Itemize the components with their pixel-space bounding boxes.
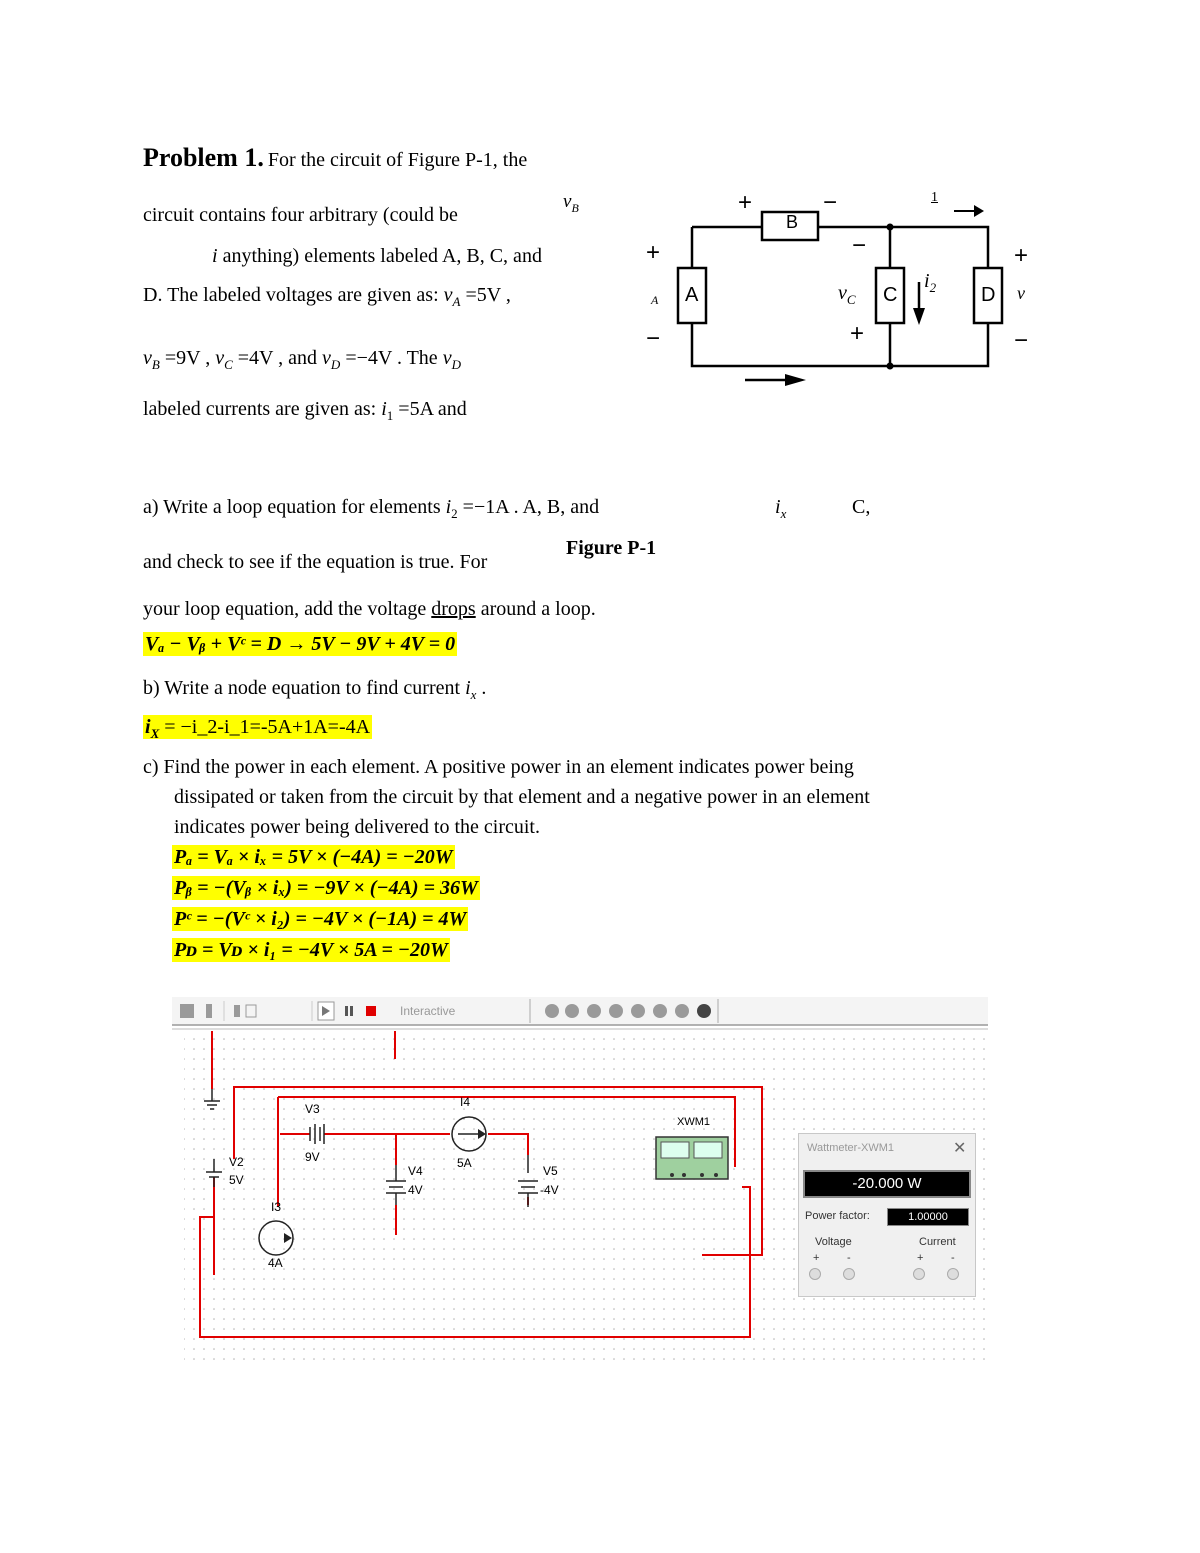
label-v4-value: 4V: [408, 1183, 423, 1197]
label-i4: I4: [460, 1095, 471, 1109]
sub-c: C: [224, 357, 233, 372]
answer-a-equation: Vₐ − Vᵦ + Vᶜ = D → 5V − 9V + 4V = 0: [145, 633, 456, 655]
val-vc: =4V , and: [232, 347, 323, 369]
var-v: v: [563, 191, 572, 212]
label-i4-value: 5A: [457, 1156, 472, 1170]
var-i: i: [145, 716, 151, 738]
answer-b-text: = −i_2-i_1=-5A+1A=-4A: [159, 716, 371, 738]
question-c-line-3: indicates power being delivered to the circuit.: [174, 816, 540, 838]
label-element-c: C: [883, 284, 898, 306]
voltage-minus: -: [847, 1252, 851, 1264]
label-v5: V5: [543, 1164, 558, 1178]
problem-line-3: [212, 245, 542, 268]
wattmeter-reading: -20.000 W: [852, 1175, 922, 1192]
label-xwm1: XWM1: [677, 1116, 710, 1128]
qa-text-end: around a loop.: [475, 598, 596, 620]
var-v: v: [838, 282, 847, 304]
sub-b: B: [571, 200, 579, 215]
label-v4: V4: [408, 1164, 423, 1178]
label-i3-value: 4A: [268, 1256, 283, 1270]
current-plus: +: [917, 1252, 924, 1264]
pc-equation: Pᶜ = −(Vᶜ × i₂) = −4V × (−1A) = 4W: [174, 908, 467, 930]
sub-d: D: [451, 357, 461, 372]
pause-icon: [345, 1006, 348, 1016]
problem-line-2: circuit contains four arbitrary (could be: [143, 204, 458, 226]
voltage-minus-terminal[interactable]: [843, 1268, 855, 1280]
label-element-a: A: [685, 284, 699, 306]
d-plus-sign: +: [1014, 242, 1029, 269]
line-3-text: anything) elements labeled A, B, C, and: [217, 245, 542, 267]
power-factor-value: 1.00000: [908, 1211, 948, 1223]
qa-text: your loop equation, add the voltage: [143, 598, 432, 620]
voltage-plus-terminal[interactable]: [809, 1268, 821, 1280]
pa-equation: Pₐ = Vₐ × iₓ = 5V × (−4A) = −20W: [174, 846, 453, 868]
sub-x: X: [150, 726, 160, 741]
drops-word: drops: [431, 598, 476, 620]
wattmeter-dialog[interactable]: [798, 1133, 976, 1297]
c-minus-sign: −: [852, 232, 867, 259]
problem-line-4: [143, 284, 511, 310]
line-4-text: D. The labeled voltages are given as:: [143, 284, 444, 306]
val-i2: =−1A . A, B, and: [457, 496, 600, 518]
problem-line-1: For the circuit of Figure P-1, the: [267, 149, 528, 171]
label-i3: I3: [271, 1200, 282, 1214]
b-minus-sign: −: [823, 189, 838, 216]
val-i1: =5A and: [393, 398, 467, 420]
var-i: i: [465, 677, 471, 699]
answer-pd: [172, 939, 450, 962]
pd-equation: Pᴅ = Vᴅ × i₁ = −4V × 5A = −20W: [174, 939, 448, 961]
sub-2: 2: [929, 280, 937, 295]
a-minus-sign: −: [646, 325, 661, 352]
a-plus-sign: +: [646, 239, 661, 266]
var-i: i: [924, 270, 930, 292]
sub-d: D: [330, 357, 341, 372]
power-factor-box: [887, 1208, 969, 1226]
vd-label: v: [1017, 283, 1025, 303]
label-v2-value: 5V: [229, 1173, 244, 1187]
problem-heading-line: [143, 143, 527, 173]
val-va: =5V ,: [460, 284, 511, 306]
qb-text: b) Write a node equation to find current: [143, 677, 466, 699]
val-vb: =9V ,: [159, 347, 216, 369]
sub-c: C: [846, 292, 856, 307]
label-v2: V2: [229, 1155, 244, 1169]
qa-text: a) Write a loop equation for elements: [143, 496, 446, 518]
va-sub-label: A: [651, 293, 659, 307]
var-i: i: [445, 496, 452, 518]
question-a-line-2: and check to see if the equation is true. For: [143, 551, 488, 573]
d-minus-sign: −: [1014, 327, 1029, 354]
question-a-line-3: [143, 598, 596, 621]
toolbar-mode[interactable]: Interactive: [400, 1004, 456, 1018]
answer-a: [143, 633, 457, 656]
current-plus-terminal[interactable]: [913, 1268, 925, 1280]
current-minus: -: [951, 1252, 955, 1264]
problem-heading: Problem 1.: [143, 143, 264, 172]
answer-pa: [172, 846, 455, 869]
line-6-text: labeled currents are given as:: [143, 398, 382, 420]
i1-label: 1: [931, 190, 938, 205]
sub-1: 1: [386, 408, 394, 423]
voltage-label: Voltage: [815, 1236, 852, 1248]
answer-b-equation: [143, 715, 372, 739]
current-label: Current: [919, 1236, 956, 1248]
sub-2: 2: [451, 506, 458, 521]
qa-c-label: C,: [852, 496, 871, 518]
sub-x: x: [470, 687, 477, 702]
b-plus-sign: +: [738, 189, 753, 216]
vc-label: [838, 282, 856, 308]
var-i: i: [775, 496, 781, 518]
label-v3: V3: [305, 1102, 320, 1116]
wattmeter-reading-box: [803, 1170, 971, 1198]
label-v3-value: 9V: [305, 1150, 320, 1164]
var-v: v: [322, 347, 331, 369]
stop-icon: [366, 1006, 376, 1016]
wattmeter-title: Wattmeter-XWM1: [807, 1142, 894, 1154]
question-c-line-1: c) Find the power in each element. A positive power in an element indicates power being: [143, 756, 854, 778]
answer-pc: [172, 908, 468, 931]
i2-label: [924, 270, 936, 296]
var-i: i: [212, 245, 218, 267]
voltage-plus: +: [813, 1252, 820, 1264]
var-v: v: [215, 347, 225, 369]
answer-pb: [172, 877, 480, 900]
sub-b: B: [151, 357, 160, 372]
figure-caption: Figure P-1: [566, 537, 657, 559]
qb-end: .: [476, 677, 487, 699]
label-v5-value: -4V: [540, 1183, 559, 1197]
question-b: [143, 677, 486, 703]
close-icon[interactable]: ✕: [953, 1140, 967, 1157]
sub-a: A: [452, 294, 461, 309]
label-element-b: B: [786, 212, 799, 232]
vb-label: [563, 191, 579, 216]
var-v: v: [143, 347, 152, 369]
question-a-line-1: [143, 496, 599, 522]
power-factor-label: Power factor:: [805, 1210, 870, 1222]
var-v: v: [442, 347, 452, 369]
current-minus-terminal[interactable]: [947, 1268, 959, 1280]
sub-x: x: [780, 506, 787, 521]
label-element-d: D: [981, 284, 996, 306]
question-c-line-2: dissipated or taken from the circuit by that element and a negative power in an element: [174, 786, 870, 808]
problem-line-6: [143, 398, 467, 424]
var-i: i: [381, 398, 387, 420]
answer-b: [143, 716, 372, 742]
val-vd: =−4V . The: [340, 347, 443, 369]
c-plus-sign: +: [850, 320, 865, 347]
var-ix: [775, 496, 786, 522]
var-v: v: [443, 284, 453, 306]
pb-equation: Pᵦ = −(Vᵦ × iₓ) = −9V × (−4A) = 36W: [174, 877, 478, 899]
problem-line-5: [143, 347, 461, 373]
